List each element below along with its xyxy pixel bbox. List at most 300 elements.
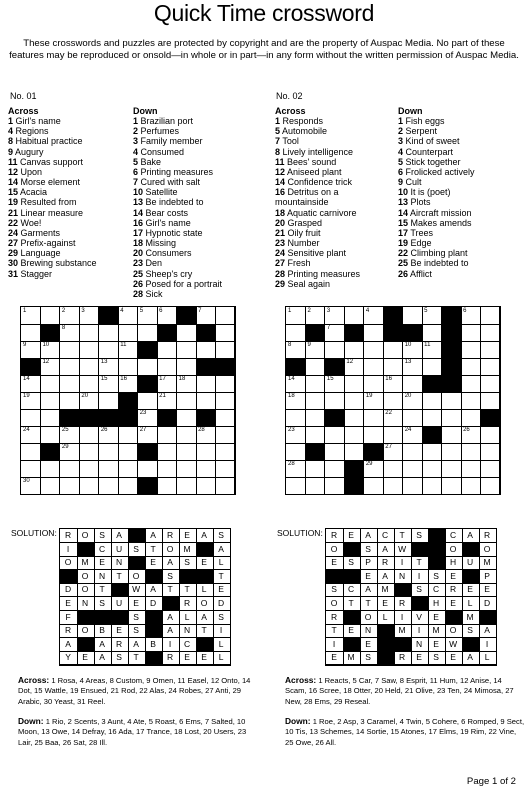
across-clue-list [275,116,393,289]
grid-cell[interactable] [403,426,423,444]
grid-cell[interactable] [403,460,423,478]
clue-item [133,116,263,126]
grid-cell[interactable] [99,341,119,359]
grid-cell[interactable] [99,460,119,478]
answers-down-label: Down: [18,716,44,726]
across-clues [8,106,130,279]
grid-cell[interactable] [99,477,119,495]
crossword-grid [285,306,501,495]
grid-cell[interactable] [461,358,481,376]
grid-cell[interactable] [383,392,403,410]
grid-cell[interactable] [383,426,403,444]
clue-text: Habitual practice [13,136,83,147]
grid-cell[interactable] [286,392,306,410]
grid-cell[interactable] [60,324,80,342]
clue-text: Bake [138,156,162,167]
solution-cell: E [326,556,344,570]
grid-cell[interactable] [21,426,41,444]
grid-cell[interactable] [21,477,41,495]
clue-item [133,269,263,279]
grid-cell[interactable] [118,426,138,444]
solution-cell: U [111,543,129,557]
clue-number: 26 [398,268,409,279]
grid-cell[interactable] [138,307,158,325]
grid-cell[interactable] [442,443,462,461]
grid-cell[interactable] [344,341,364,359]
black-square [99,307,119,325]
solution-cell: H [428,597,446,611]
grid-cell[interactable] [40,392,60,410]
grid-cell[interactable] [157,426,177,444]
clue-text: Cult [403,177,422,188]
grid-cell[interactable] [40,341,60,359]
clue-item [398,136,524,146]
grid-cell[interactable] [461,307,481,325]
solution-cell: M [377,583,395,597]
solution-cell: A [360,583,378,597]
grid-cell[interactable] [60,443,80,461]
grid-cell[interactable] [364,358,384,376]
grid-cell[interactable] [422,409,442,427]
grid-cell[interactable] [138,392,158,410]
cell-number: 14 [288,376,295,382]
grid-cell[interactable] [461,409,481,427]
grid-cell[interactable] [216,324,236,342]
cell-number: 16 [385,376,392,382]
grid-cell[interactable] [177,409,197,427]
grid-cell[interactable] [461,477,481,495]
solution-cell: E [145,556,163,570]
grid-cell[interactable] [481,375,501,393]
grid-cell[interactable] [40,477,60,495]
clue-text: Consumed [138,146,185,157]
grid-cell[interactable] [286,426,306,444]
clue-number: 22 [8,217,19,228]
grid-cell[interactable] [442,460,462,478]
grid-cell[interactable] [40,358,60,376]
grid-cell[interactable] [216,426,236,444]
grid-cell[interactable] [79,392,99,410]
grid-cell[interactable] [286,307,306,325]
clue-text: Bear costs [143,207,189,218]
grid-cell[interactable] [40,409,60,427]
cell-number: 26 [463,427,470,433]
grid-cell[interactable] [403,477,423,495]
grid-cell[interactable] [364,324,384,342]
grid-cell[interactable] [305,375,325,393]
grid-cell[interactable] [177,443,197,461]
clue-item [8,228,130,238]
grid-cell[interactable] [325,392,345,410]
grid-cell[interactable] [40,375,60,393]
cell-number: 12 [42,359,50,365]
grid-cell[interactable] [364,426,384,444]
solution-cell: R [60,624,78,638]
black-square [138,477,158,495]
grid-cell[interactable] [157,341,177,359]
black-square [325,409,345,427]
clue-number: 19 [8,197,19,208]
grid-cell[interactable] [118,477,138,495]
grid-cell[interactable] [364,392,384,410]
grid-cell[interactable] [177,324,197,342]
across-clues [275,106,393,289]
grid-cell[interactable] [286,324,306,342]
grid-cell[interactable] [177,341,197,359]
solution-cell: W [445,638,463,652]
grid-cell[interactable] [422,443,442,461]
grid-cell[interactable] [216,341,236,359]
grid-cell[interactable] [325,477,345,495]
solution-cell: C [428,583,446,597]
grid-cell[interactable] [60,375,80,393]
grid-cell[interactable] [196,426,216,444]
cell-number: 10 [404,342,412,348]
grid-cell[interactable] [305,460,325,478]
grid-cell[interactable] [157,392,177,410]
clue-number: 4 [133,146,139,157]
grid-cell[interactable] [79,307,99,325]
grid-cell[interactable] [325,324,345,342]
down-heading: Down [133,106,158,116]
clue-item [8,208,130,218]
grid-cell[interactable] [216,409,236,427]
grid-cell[interactable] [383,443,403,461]
clue-text: Detritus on a mountainside [275,187,339,208]
grid-cell[interactable] [79,358,99,376]
black-square [286,358,306,376]
grid-cell[interactable] [422,392,442,410]
grid-cell[interactable] [79,443,99,461]
grid-cell[interactable] [325,460,345,478]
grid-cell[interactable] [177,477,197,495]
grid-cell[interactable] [403,375,423,393]
grid-cell[interactable] [79,341,99,359]
grid-cell[interactable] [118,358,138,376]
solution-black-square [428,529,446,543]
grid-cell[interactable] [138,358,158,376]
grid-cell[interactable] [21,375,41,393]
grid-cell[interactable] [481,307,501,325]
grid-cell[interactable] [481,358,501,376]
grid-cell[interactable] [364,460,384,478]
cell-number: 28 [288,461,295,467]
grid-cell[interactable] [216,392,236,410]
grid-cell[interactable] [344,392,364,410]
black-square [344,324,364,342]
solution-cell: T [94,583,112,597]
grid-cell[interactable] [403,341,423,359]
grid-cell[interactable] [442,477,462,495]
grid-cell[interactable] [177,358,197,376]
grid-cell[interactable] [157,307,177,325]
grid-cell[interactable] [422,460,442,478]
grid-cell[interactable] [305,426,325,444]
grid-cell[interactable] [403,409,423,427]
grid-cell[interactable] [383,409,403,427]
grid-cell[interactable] [481,460,501,478]
grid-cell[interactable] [21,392,41,410]
grid-cell[interactable] [344,443,364,461]
solution-black-square [145,611,163,625]
clue-number: 15 [8,187,19,198]
solution-across [285,675,525,707]
grid-cell[interactable] [286,341,306,359]
grid-cell[interactable] [40,460,60,478]
grid-cell[interactable] [177,375,197,393]
grid-cell[interactable] [157,443,177,461]
grid-cell[interactable] [481,443,501,461]
grid-cell[interactable] [461,443,481,461]
grid-cell[interactable] [196,341,216,359]
grid-cell[interactable] [216,375,236,393]
grid-cell[interactable] [60,341,80,359]
grid-cell[interactable] [177,426,197,444]
grid-cell[interactable] [216,307,236,325]
clue-item [275,187,393,207]
grid-cell[interactable] [177,392,197,410]
clue-text: Responds [280,116,324,127]
grid-cell[interactable] [403,392,423,410]
clue-item [8,258,130,268]
grid-cell[interactable] [196,477,216,495]
clue-text: Confidence trick [285,177,353,188]
grid-cell[interactable] [325,341,345,359]
grid-cell[interactable] [21,409,41,427]
grid-cell[interactable] [461,392,481,410]
grid-cell[interactable] [118,307,138,325]
grid-cell[interactable] [442,392,462,410]
clue-number: 23 [133,258,144,269]
grid-cell[interactable] [99,324,119,342]
grid-cell[interactable] [138,409,158,427]
clue-number: 16 [275,187,286,198]
solution-cell: M [179,543,197,557]
clue-number: 20 [133,248,144,259]
grid-cell[interactable] [325,375,345,393]
grid-cell[interactable] [325,307,345,325]
grid-cell[interactable] [79,477,99,495]
clue-text: Perfumes [138,126,180,137]
grid-cell[interactable] [157,358,177,376]
solution-cell: O [479,543,497,557]
grid-cell[interactable] [79,324,99,342]
grid-cell[interactable] [305,477,325,495]
clue-item [8,238,130,248]
grid-cell[interactable] [403,443,423,461]
clue-text: Linear measure [18,207,84,218]
grid-cell[interactable] [196,443,216,461]
clue-number: 9 [398,177,404,188]
solution-cell: T [162,583,180,597]
clue-text: Number [285,238,320,249]
grid-cell[interactable] [383,375,403,393]
grid-cell[interactable] [364,341,384,359]
grid-cell[interactable] [196,460,216,478]
grid-cell[interactable] [60,460,80,478]
grid-cell[interactable] [305,307,325,325]
grid-cell[interactable] [286,443,306,461]
grid-cell[interactable] [21,460,41,478]
grid-cell[interactable] [305,358,325,376]
grid-cell[interactable] [157,375,177,393]
grid-cell[interactable] [157,460,177,478]
grid-cell[interactable] [383,477,403,495]
clue-text: Girl's name [13,116,61,127]
grid-cell[interactable] [286,375,306,393]
grid-cell[interactable] [99,375,119,393]
grid-cell[interactable] [305,409,325,427]
grid-cell[interactable] [325,426,345,444]
solution-black-square [77,543,95,557]
cell-number: 3 [81,308,85,314]
grid-cell[interactable] [481,324,501,342]
black-square [118,392,138,410]
grid-cell[interactable] [60,426,80,444]
solution-black-square [411,597,429,611]
grid-cell[interactable] [40,426,60,444]
grid-cell[interactable] [461,375,481,393]
solution-cell: O [445,543,463,557]
solution-cell: L [213,651,231,665]
grid-cell[interactable] [422,358,442,376]
grid-cell[interactable] [60,392,80,410]
solution-cell: N [111,556,129,570]
clue-text: Afflict [408,268,432,279]
grid-cell[interactable] [118,324,138,342]
cell-number: 4 [120,308,124,314]
grid-cell[interactable] [196,392,216,410]
grid-cell[interactable] [79,460,99,478]
solution-cell: I [213,624,231,638]
solution-cell: V [411,611,429,625]
grid-cell[interactable] [118,443,138,461]
grid-cell[interactable] [21,307,41,325]
grid-cell[interactable] [40,307,60,325]
solution-cell: A [111,529,129,543]
solution-cell: T [326,624,344,638]
grid-cell[interactable] [99,358,119,376]
grid-cell[interactable] [344,358,364,376]
grid-cell[interactable] [403,307,423,325]
solution-cell: A [196,611,214,625]
grid-cell[interactable] [196,375,216,393]
grid-cell[interactable] [422,324,442,342]
grid-cell[interactable] [177,460,197,478]
grid-cell[interactable] [364,307,384,325]
grid-cell[interactable] [286,477,306,495]
grid-cell[interactable] [364,375,384,393]
black-square [40,324,60,342]
grid-cell[interactable] [138,324,158,342]
grid-cell[interactable] [99,392,119,410]
grid-cell[interactable] [99,426,119,444]
black-square [305,443,325,461]
grid-cell[interactable] [286,460,306,478]
grid-cell[interactable] [21,443,41,461]
grid-cell[interactable] [79,426,99,444]
grid-cell[interactable] [305,341,325,359]
grid-cell[interactable] [344,426,364,444]
grid-cell[interactable] [157,477,177,495]
grid-cell[interactable] [383,460,403,478]
grid-cell[interactable] [325,443,345,461]
grid-cell[interactable] [422,341,442,359]
grid-cell[interactable] [216,477,236,495]
clue-text: Lively intelligence [280,146,354,157]
grid-cell[interactable] [344,375,364,393]
clue-number: 16 [133,217,144,228]
grid-cell[interactable] [481,426,501,444]
clue-number: 28 [133,288,144,299]
grid-cell[interactable] [138,460,158,478]
grid-cell[interactable] [196,307,216,325]
crossword-grid [20,306,236,495]
grid-cell[interactable] [383,358,403,376]
grid-cell[interactable] [481,341,501,359]
cell-number: 9 [23,342,27,348]
solution-cell: L [213,638,231,652]
grid-cell[interactable] [286,409,306,427]
grid-cell[interactable] [305,392,325,410]
grid-cell[interactable] [118,460,138,478]
grid-cell[interactable] [60,307,80,325]
cell-number: 5 [139,308,144,314]
solution-cell: A [162,611,180,625]
grid-cell[interactable] [364,409,384,427]
grid-cell[interactable] [21,324,41,342]
grid-cell[interactable] [383,341,403,359]
grid-cell[interactable] [442,409,462,427]
solution-cell: E [360,570,378,584]
down-heading: Down [398,106,423,116]
grid-cell[interactable] [422,307,442,325]
grid-cell[interactable] [60,477,80,495]
grid-cell[interactable] [118,341,138,359]
clue-number: 8 [275,146,281,157]
grid-cell[interactable] [216,460,236,478]
solution-cell: F [60,611,78,625]
grid-cell[interactable] [79,375,99,393]
grid-cell[interactable] [461,426,481,444]
clue-text: Counterpart [403,146,454,157]
grid-cell[interactable] [403,358,423,376]
solution-cell: E [411,651,429,665]
grid-cell[interactable] [344,409,364,427]
grid-cell[interactable] [344,307,364,325]
grid-cell[interactable] [138,426,158,444]
grid-cell[interactable] [461,460,481,478]
grid-cell[interactable] [422,477,442,495]
grid-cell[interactable] [216,443,236,461]
solution-cell: C [377,529,395,543]
grid-cell[interactable] [442,426,462,444]
answers-down-label: Down: [285,716,311,726]
grid-cell[interactable] [21,341,41,359]
grid-cell[interactable] [60,358,80,376]
grid-cell[interactable] [461,341,481,359]
grid-cell[interactable] [364,477,384,495]
solution-cell: S [162,570,180,584]
grid-cell[interactable] [481,477,501,495]
grid-cell[interactable] [481,392,501,410]
grid-cell[interactable] [99,443,119,461]
grid-cell[interactable] [461,324,481,342]
solution-cell: O [77,583,95,597]
solution-black-square [196,543,214,557]
grid-cell[interactable] [118,375,138,393]
clue-item [8,126,130,136]
